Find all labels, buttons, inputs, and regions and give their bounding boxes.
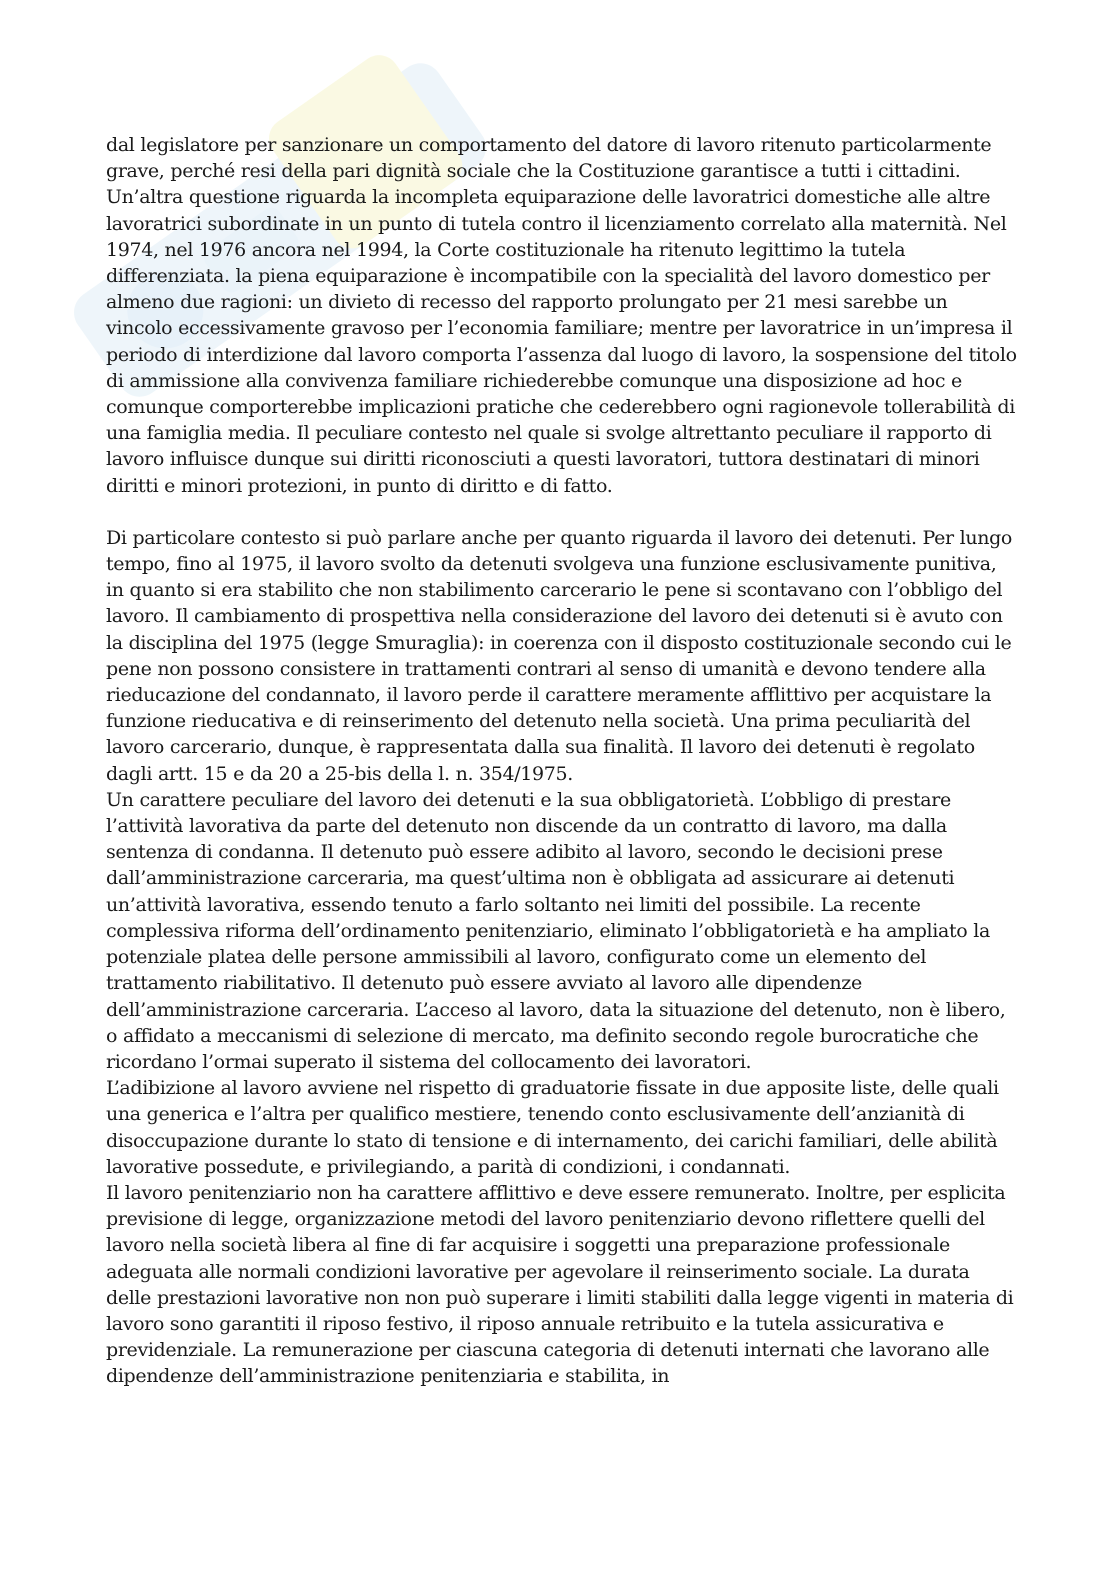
paragraph: Un carattere peculiare del lavoro dei detenuti e la sua obbligatorietà. L’obbligo di prestare l’attività lavorativa da parte del detenuto non discende da un contratto di lavoro, ma dalla sentenza di condanna. Il detenuto può essere adibito al lavoro, secondo le decisioni prese dall’amministrazione carceraria, ma quest’ultima non è obbligata ad assicurare ai detenuti un’attività lavorativa, essendo tenuto a farlo soltanto nei limiti del possibile. La recente complessiva riforma dell’ordinamento penitenziario, eliminato l’obbligatorietà e ha ampliato la potenziale platea delle persone ammissibili al lavoro, configurato come un elemento del trattamento riabilitativo. Il detenuto può essere avviato al lavoro alle dipendenze dell’amministrazione carceraria. L’acceso al lavoro, data la situazione del detenuto, non è libero, o affidato a meccanismi di selezione di mercato, ma definito secondo regole burocratiche che ricordano l’ormai superato il sistema del collocamento dei lavoratori. xyxy=(106,788,1006,1073)
paragraph: Un’altra questione riguarda la incompleta equiparazione delle lavoratrici domestiche alle altre lavoratrici subordinate in un punto di tutela contro il licenziamento correlato alla maternità. Nel 1974, nel 1976 ancora nel 1994, la Corte costituzionale ha ritenuto legittimo la tutela differenziata. la piena equiparazione è incompatibile con la specialità del lavoro domestico per almeno due ragioni: un divieto di recesso del rapporto prolungato per 21 mesi sarebbe un vincolo eccessivamente gravoso per l’economia familiare; mentre per lavoratrice in un’impresa il periodo di interdizione dal lavoro comporta l’assenza dal luogo di lavoro, la sospensione del titolo di ammissione alla convivenza familiare richiederebbe comunque una disposizione ad hoc e comunque comporterebbe implicazioni pratiche che cederebbero ogni ragionevole tollerabilità di una famiglia media. Il peculiare contesto nel quale si svolge altrettanto peculiare il rapporto di lavoro influisce dunque sui diritti riconosciuti a questi lavoratori, tuttora destinatari di minori diritti e minori protezioni, in punto di diritto e di fatto. xyxy=(106,186,1017,497)
paragraph: Di particolare contesto si può parlare anche per quanto riguarda il lavoro dei detenuti. Per lungo tempo, fino al 1975, il lavoro svolto da detenuti svolgeva una funzione esclusivamente punitiva, in quanto si era stabilito che non stabilimento carcerario le pene si scontavano con l’obbligo del lavoro. Il cambiamento di prospettiva nella considerazione del lavoro dei detenuti si è avuto con la disciplina del 1975 (legge Smuraglia): in coerenza con il disposto costituzionale secondo cui le pene non possono consistere in trattamenti contrari al senso di umanità e devono tendere alla rieducazione del condannato, il lavoro perde il carattere meramente afflittivo per acquistare la funzione rieducativa e di reinserimento del detenuto nella società. Una prima peculiarità del lavoro carcerario, dunque, è rappresentata dalla sua finalità. Il lavoro dei detenuti è regolato dagli artt. 15 e da 20 a 25-bis della l. n. 354/1975. xyxy=(106,526,1013,785)
paragraph: dal legislatore per sanzionare un comportamento del datore di lavoro ritenuto particolarmente grave, perché resi della pari dignità sociale che la Costituzione garantisce a tutti i cittadini. xyxy=(106,134,992,183)
document-body xyxy=(106,132,1018,1390)
paragraph: L’adibizione al lavoro avviene nel rispetto di graduatorie fissate in due apposite liste, delle quali una generica e l’altra per qualifico mestiere, tenendo conto esclusivamente dell’anzianità di disoccupazione durante lo stato di tensione e di internamento, dei carichi familiari, delle abilità lavorative possedute, e privilegiando, a parità di condizioni, i condannati. xyxy=(106,1077,999,1178)
paragraph: Il lavoro penitenziario non ha carattere afflittivo e deve essere remunerato. Inoltre, per esplicita previsione di legge, organizzazione metodi del lavoro penitenziario devono riflettere quelli del lavoro nella società libera al fine di far acquisire i soggetti una preparazione professionale adeguata alle normali condizioni lavorative per agevolare il reinserimento sociale. La durata delle prestazioni lavorative non non può superare i limiti stabiliti dalla legge vigenti in materia di lavoro sono garantiti il riposo festivo, il riposo annuale retribuito e la tutela assicurativa e previdenziale. La remunerazione per ciascuna categoria di detenuti internati che lavorano alle dipendenze dell’amministrazione penitenziaria e stabilita, in xyxy=(106,1181,1014,1388)
